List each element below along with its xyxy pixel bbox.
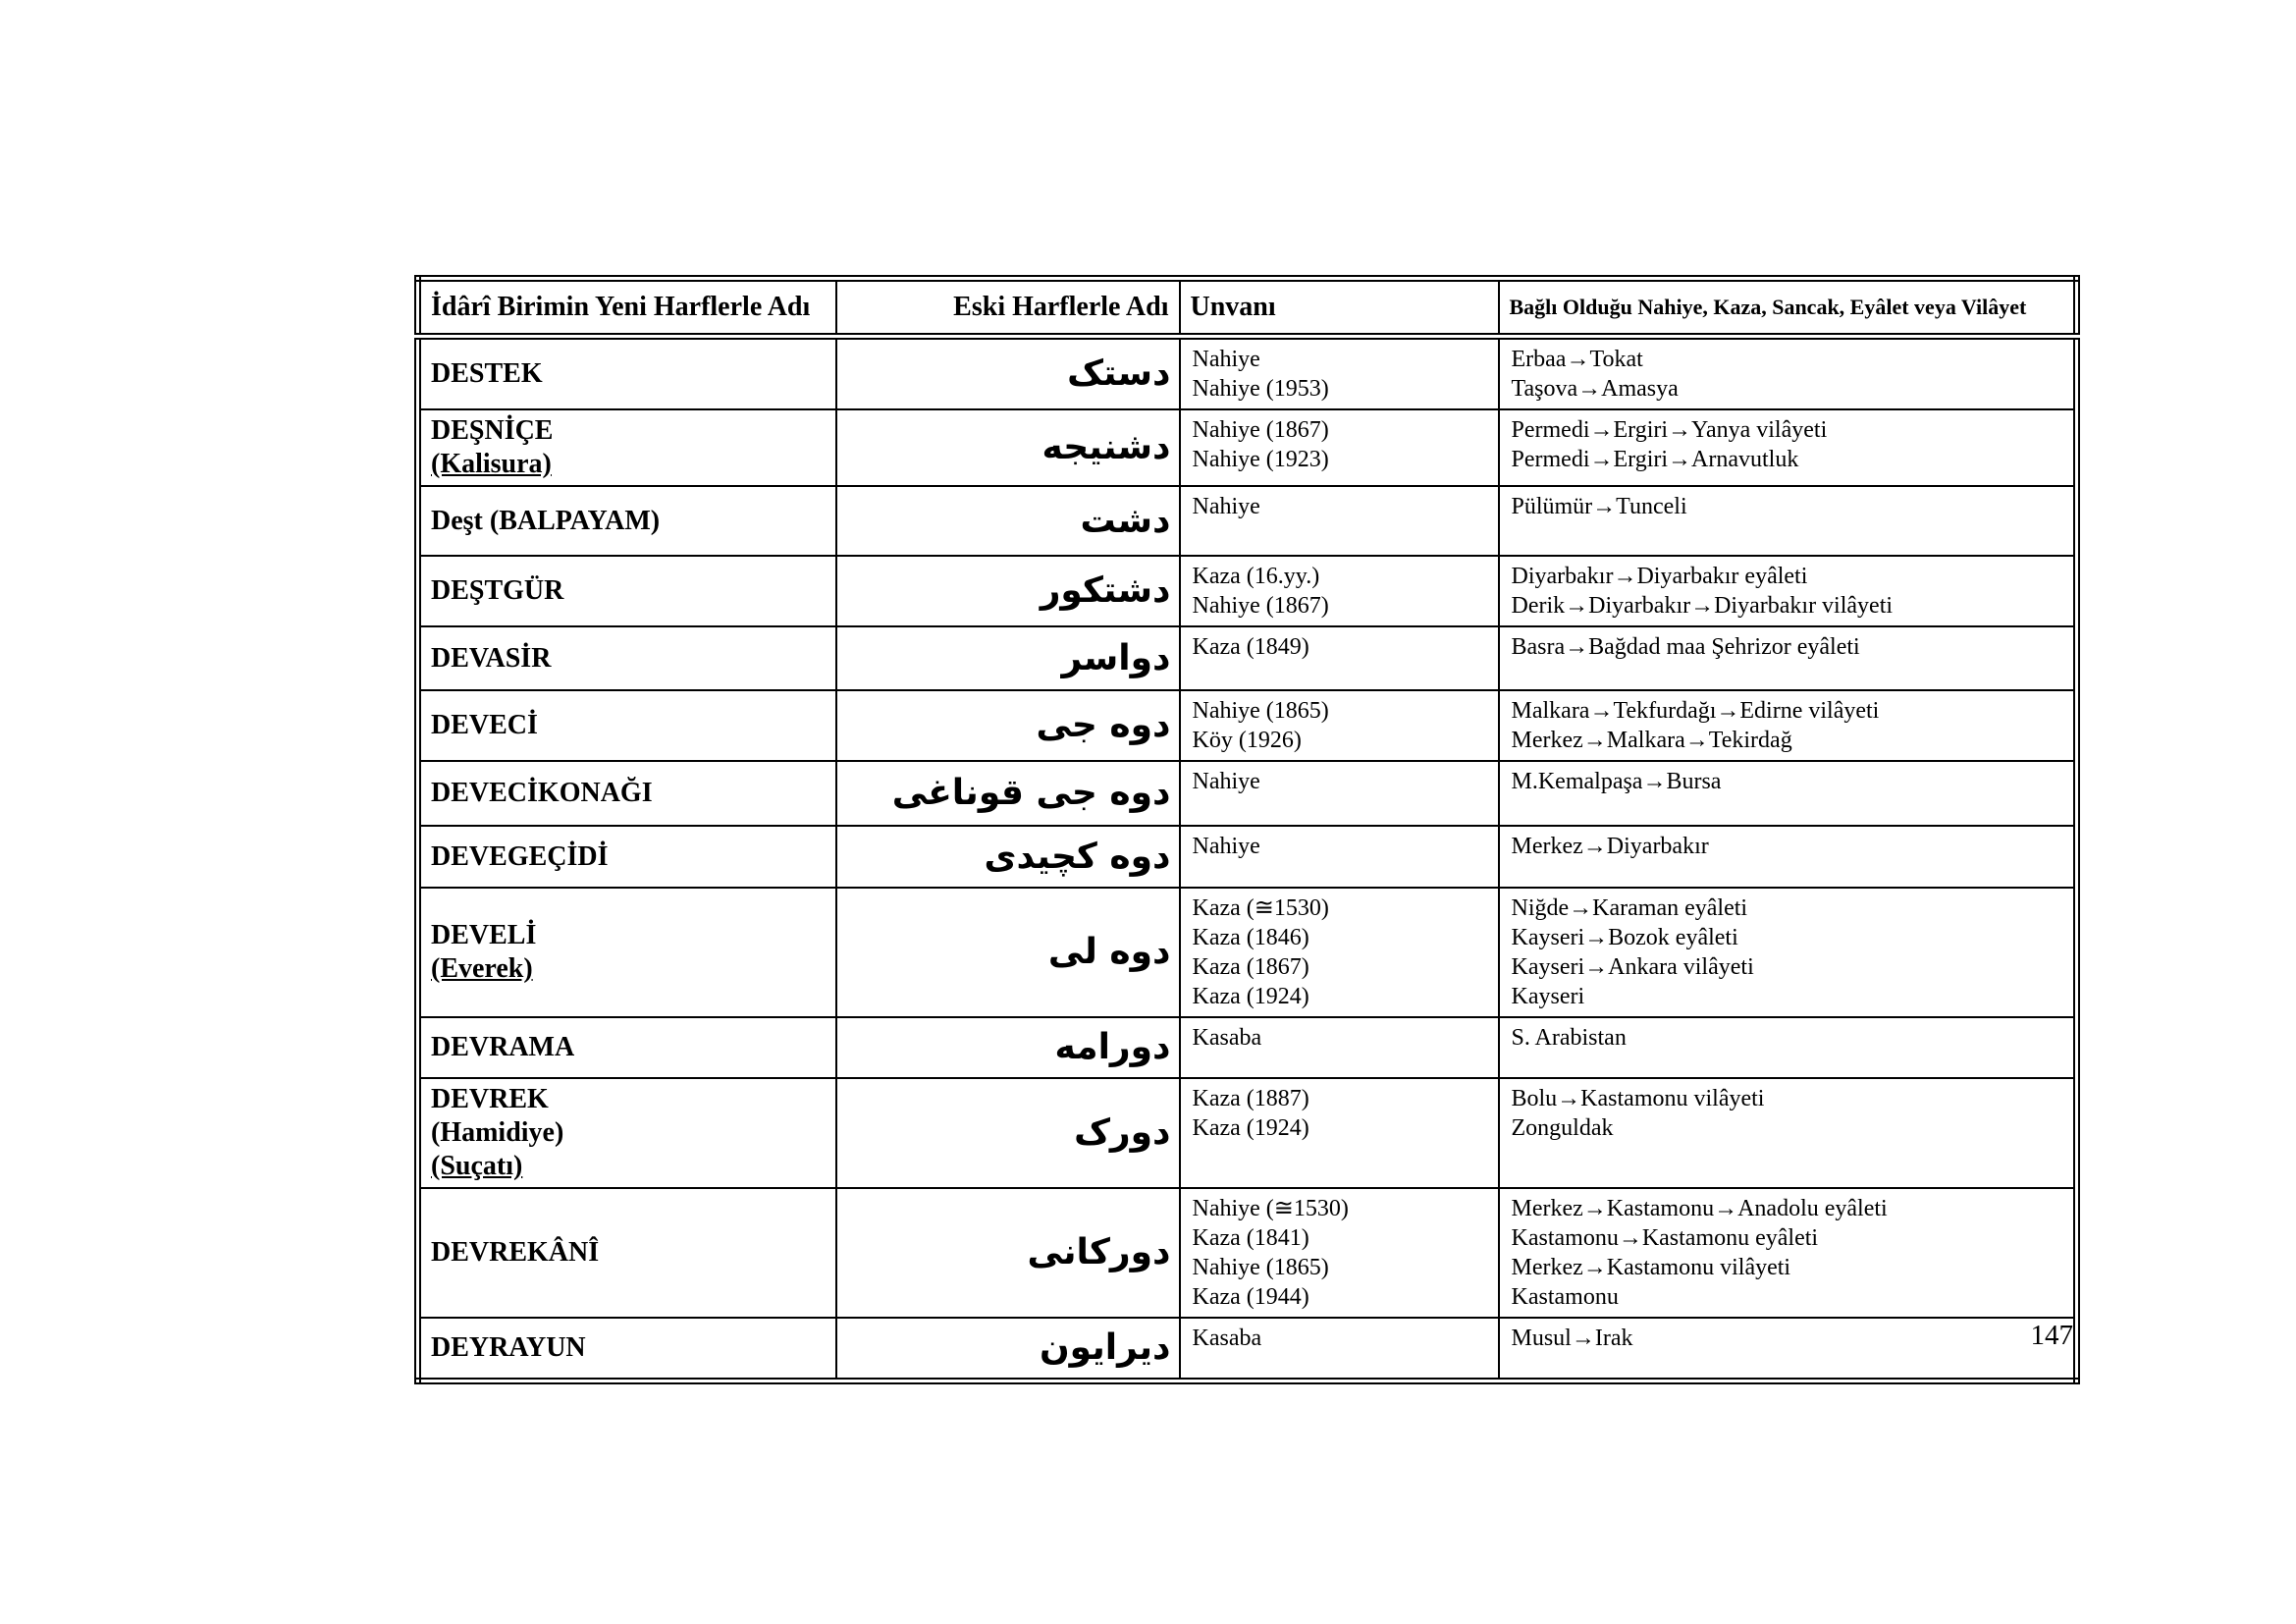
name-cell (418, 888, 836, 1017)
table-row (418, 1017, 2077, 1078)
bagli-cell (1499, 761, 2077, 826)
name-line: DEVEGEÇİDİ (431, 840, 609, 872)
name-line: DEVECİKONAĞI (431, 778, 653, 808)
bagli-line: Basra→Bağdad maa Şehrizor eyâleti (1511, 634, 1860, 660)
bagli-cell (1499, 556, 2077, 626)
name-line: DEVREKÂNÎ (431, 1237, 600, 1268)
bagli-line: Niğde→Karaman eyâleti (1511, 895, 1748, 921)
bagli-line: Musul→Irak (1511, 1326, 1633, 1351)
bagli-cell (1499, 1017, 2077, 1078)
unvan-line: Nahiye (1865) (1192, 1255, 1329, 1280)
unvan-cell (1180, 690, 1499, 761)
name-cell (418, 1318, 836, 1380)
name-line: DEVASİR (431, 642, 552, 674)
name-line: DEVRAMA (431, 1032, 575, 1062)
name-cell (418, 1078, 836, 1188)
bagli-cell (1499, 826, 2077, 888)
table-row (418, 826, 2077, 888)
name-line: DEVREK (431, 1084, 549, 1114)
unvan-cell (1180, 486, 1499, 556)
name-cell (418, 486, 836, 556)
name-line: DEYRAYUN (431, 1331, 586, 1363)
old-script-cell: دوه جى قوناغى (836, 761, 1180, 826)
old-script-cell: دشتكور (836, 556, 1180, 626)
unvan-line: Kasaba (1192, 1025, 1262, 1051)
unvan-line: Nahiye (1923) (1192, 447, 1329, 472)
unvan-cell (1180, 409, 1499, 486)
bagli-line: Permedi→Ergiri→Arnavutluk (1511, 447, 1799, 472)
name-line: (Everek) (431, 953, 533, 984)
name-line: DESTEK (431, 358, 543, 389)
name-cell (418, 826, 836, 888)
unvan-line: Kaza (1849) (1192, 634, 1309, 660)
bagli-cell (1499, 690, 2077, 761)
bagli-cell (1499, 409, 2077, 486)
unvan-cell (1180, 761, 1499, 826)
old-script-cell: دستک (836, 337, 1180, 410)
name-line: DEŞNİÇE (431, 415, 554, 446)
unvan-line: Kaza (1841) (1192, 1225, 1309, 1251)
header-old-name: Eski Harflerle Adı (836, 279, 1180, 337)
table-row (418, 486, 2077, 556)
header-bagli: Bağlı Olduğu Nahiye, Kaza, Sancak, Eyâlet veya Vilâyet (1499, 279, 2077, 337)
old-script-cell: دواسر (836, 626, 1180, 690)
bagli-line: Bolu→Kastamonu vilâyeti (1511, 1086, 1765, 1111)
bagli-cell (1499, 337, 2077, 410)
header-row (418, 279, 2077, 337)
name-cell (418, 626, 836, 690)
bagli-line: Merkez→Kastamonu→Anadolu eyâleti (1511, 1196, 1888, 1221)
bagli-cell (1499, 1188, 2077, 1318)
old-script-cell: دوه جى (836, 690, 1180, 761)
table-row (418, 690, 2077, 761)
table-header (418, 279, 2077, 337)
table-row (418, 409, 2077, 486)
unvan-cell (1180, 826, 1499, 888)
name-cell (418, 409, 836, 486)
name-cell (418, 1017, 836, 1078)
unvan-line: Kaza (1846) (1192, 925, 1309, 950)
bagli-line: Merkez→Malkara→Tekirdağ (1511, 728, 1792, 753)
bagli-line: Zonguldak (1511, 1115, 1614, 1141)
old-script-cell: دشت (836, 486, 1180, 556)
unvan-cell (1180, 1318, 1499, 1380)
name-line: Deşt (BALPAYAM) (431, 505, 661, 536)
name-line: (Hamidiye) (431, 1117, 564, 1148)
unvan-line: Kaza (1924) (1192, 984, 1309, 1009)
name-cell (418, 337, 836, 410)
old-script-cell: دشنيجه (836, 409, 1180, 486)
bagli-line: Taşova→Amasya (1511, 376, 1679, 402)
page-number: 147 (2030, 1320, 2073, 1351)
bagli-line: S. Arabistan (1511, 1025, 1627, 1051)
unvan-cell (1180, 337, 1499, 410)
name-line: (Kalisura) (431, 449, 552, 479)
admin-units-table (414, 275, 2080, 1384)
bagli-cell (1499, 1078, 2077, 1188)
table-row (418, 1188, 2077, 1318)
name-line: DEŞTGÜR (431, 575, 564, 606)
unvan-cell (1180, 1017, 1499, 1078)
table-body (418, 337, 2077, 1381)
bagli-line: Malkara→Tekfurdağı→Edirne vilâyeti (1511, 698, 1880, 724)
bagli-cell (1499, 486, 2077, 556)
unvan-line: Kaza (≅1530) (1192, 895, 1329, 921)
bagli-line: Derik→Diyarbakır→Diyarbakır vilâyeti (1511, 593, 1894, 619)
bagli-line: Kayseri→Ankara vilâyeti (1511, 954, 1754, 980)
bagli-line: Diyarbakır→Diyarbakır eyâleti (1511, 564, 1808, 589)
bagli-line: Kastamonu (1511, 1284, 1619, 1310)
unvan-cell (1180, 1078, 1499, 1188)
old-script-cell: دوه لى (836, 888, 1180, 1017)
name-cell (418, 761, 836, 826)
unvan-line: Nahiye (1953) (1192, 376, 1329, 402)
unvan-line: Nahiye (1192, 347, 1260, 372)
header-new-name: İdârî Birimin Yeni Harflerle Adı (418, 279, 836, 337)
unvan-line: Kaza (1867) (1192, 954, 1309, 980)
bagli-line: Kayseri→Bozok eyâleti (1511, 925, 1738, 950)
table-row (418, 761, 2077, 826)
bagli-line: Merkez→Diyarbakır (1511, 834, 1709, 859)
name-cell (418, 690, 836, 761)
unvan-line: Kaza (1924) (1192, 1115, 1309, 1141)
name-cell (418, 556, 836, 626)
unvan-cell (1180, 888, 1499, 1017)
unvan-line: Kaza (1887) (1192, 1086, 1309, 1111)
table-row (418, 1078, 2077, 1188)
unvan-line: Nahiye (1867) (1192, 593, 1329, 619)
bagli-line: Permedi→Ergiri→Yanya vilâyeti (1511, 417, 1828, 443)
bagli-line: Pülümür→Tunceli (1511, 494, 1687, 519)
header-unvan: Unvanı (1180, 279, 1499, 337)
table-row (418, 1318, 2077, 1380)
unvan-line: Köy (1926) (1192, 728, 1302, 753)
old-script-cell: دورامه (836, 1017, 1180, 1078)
table-row (418, 626, 2077, 690)
name-line: (Suçatı) (431, 1151, 523, 1181)
bagli-line: Kayseri (1511, 984, 1585, 1009)
unvan-line: Nahiye (1192, 834, 1260, 859)
table-row (418, 337, 2077, 410)
bagli-line: Merkez→Kastamonu vilâyeti (1511, 1255, 1791, 1280)
unvan-line: Kasaba (1192, 1326, 1262, 1351)
unvan-line: Kaza (16.yy.) (1192, 564, 1320, 589)
old-script-cell: دوه كچيدى (836, 826, 1180, 888)
unvan-line: Nahiye (≅1530) (1192, 1196, 1349, 1221)
table-row (418, 888, 2077, 1017)
bagli-line: Erbaa→Tokat (1511, 347, 1643, 372)
bagli-line: M.Kemalpaşa→Bursa (1511, 769, 1722, 794)
unvan-line: Nahiye (1865) (1192, 698, 1329, 724)
unvan-cell (1180, 1188, 1499, 1318)
bagli-cell (1499, 888, 2077, 1017)
name-line: DEVELİ (431, 920, 537, 950)
unvan-line: Kaza (1944) (1192, 1284, 1309, 1310)
unvan-line: Nahiye (1192, 769, 1260, 794)
unvan-cell (1180, 626, 1499, 690)
bagli-cell (1499, 626, 2077, 690)
name-cell (418, 1188, 836, 1318)
table-row (418, 556, 2077, 626)
name-line: DEVECİ (431, 710, 538, 740)
old-script-cell: دورک (836, 1078, 1180, 1188)
unvan-line: Nahiye (1867) (1192, 417, 1329, 443)
unvan-line: Nahiye (1192, 494, 1260, 519)
old-script-cell: دوركانى (836, 1188, 1180, 1318)
unvan-cell (1180, 556, 1499, 626)
bagli-line: Kastamonu→Kastamonu eyâleti (1511, 1225, 1819, 1251)
old-script-cell: ديرايون (836, 1318, 1180, 1380)
